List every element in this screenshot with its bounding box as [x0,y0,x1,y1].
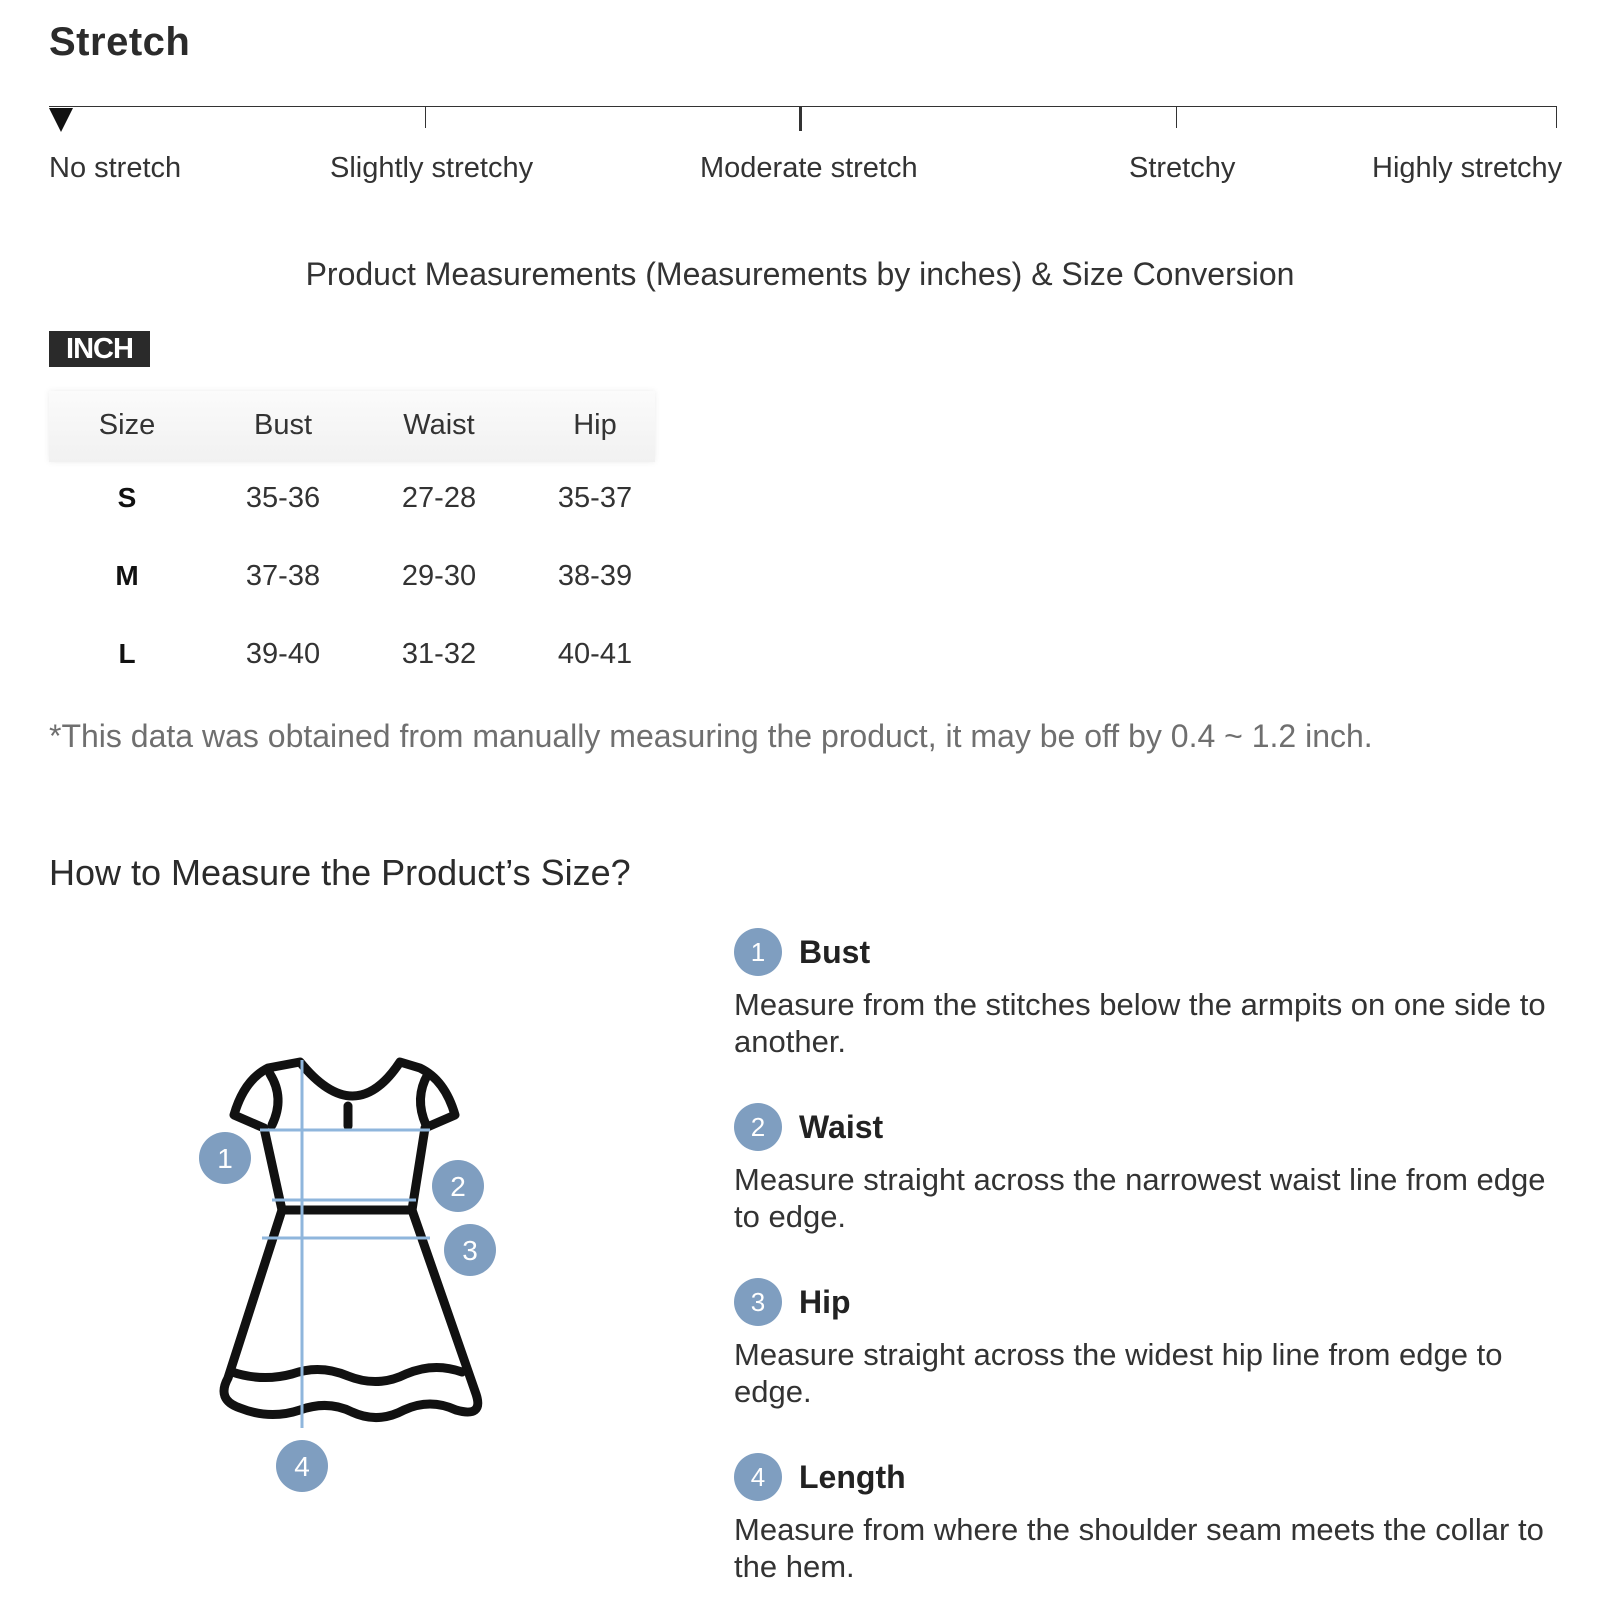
step-length [734,1453,1554,1585]
stretch-label-highly: Highly stretchy [1372,152,1563,184]
step-hip [734,1278,1554,1410]
step-number-badge: 1 [734,928,782,976]
diagram-badge-1 [199,1132,251,1184]
stretch-label-stretchy: Stretchy [1129,152,1236,184]
header-waist: Waist [403,409,475,441]
diagram-badge-4 [276,1440,328,1492]
step-number-badge: 2 [734,1103,782,1151]
diagram-badge-2 [432,1160,484,1212]
stretch-title: Stretch [49,20,191,64]
stretch-tick [1556,106,1557,128]
stretch-label-slightly: Slightly stretchy [330,152,534,184]
howto-title: How to Measure the Product’s Size? [49,852,631,893]
step-title: Hip [799,1284,851,1320]
step-title: Bust [799,934,871,970]
svg-text:1: 1 [217,1143,233,1174]
cell-bust: 37-38 [245,560,321,592]
stretch-tick [1176,106,1177,128]
table-row [49,540,655,618]
step-number-badge: 3 [734,1278,782,1326]
header-size: Size [98,409,156,441]
dress-outline-icon [224,1062,478,1418]
measurement-note: *This data was obtained from manually measuring the product, it may be off by 0.4 ~ 1.2 inch. [49,718,1373,754]
svg-text:3: 3 [462,1235,478,1266]
step-description: Measure from the stitches below the armpits on one side to another. [734,987,1546,1059]
cell-size: S [117,482,137,513]
size-table [49,391,655,696]
unit-badge: INCH [49,331,150,367]
stretch-label-no-stretch: No stretch [49,152,182,184]
stretch-scale-line [49,106,1557,107]
step-waist [734,1103,1554,1235]
step-title: Waist [799,1109,884,1145]
cell-bust: 35-36 [245,482,321,514]
table-row [49,462,655,540]
stretch-marker-icon [49,108,73,132]
step-description: Measure from where the shoulder seam meets the collar to the hem. [734,1512,1544,1584]
cell-waist: 27-28 [401,482,477,514]
cell-bust: 39-40 [245,638,321,670]
measurements-title: Product Measurements (Measurements by inches) & Size Conversion [305,256,1295,292]
table-header-row [49,391,655,462]
header-hip: Hip [573,409,617,441]
svg-text:2: 2 [450,1171,466,1202]
stretch-tick-center [799,106,802,131]
cell-hip: 35-37 [557,482,633,514]
dress-diagram [180,1050,520,1510]
cell-waist: 29-30 [401,560,477,592]
cell-hip: 38-39 [557,560,633,592]
svg-text:4: 4 [294,1451,310,1482]
step-number-badge: 4 [734,1453,782,1501]
step-description: Measure straight across the narrowest waist line from edge to edge. [734,1162,1546,1234]
cell-waist: 31-32 [401,638,477,670]
step-description: Measure straight across the widest hip line from edge to edge. [734,1337,1503,1409]
cell-hip: 40-41 [557,638,633,670]
cell-size: M [115,560,139,591]
stretch-tick [425,106,426,128]
cell-size: L [118,638,136,669]
diagram-badge-3 [444,1224,496,1276]
stretch-label-moderate: Moderate stretch [700,152,918,184]
step-title: Length [799,1459,906,1495]
step-bust [734,928,1554,1060]
table-row [49,618,655,696]
header-bust: Bust [253,409,313,441]
